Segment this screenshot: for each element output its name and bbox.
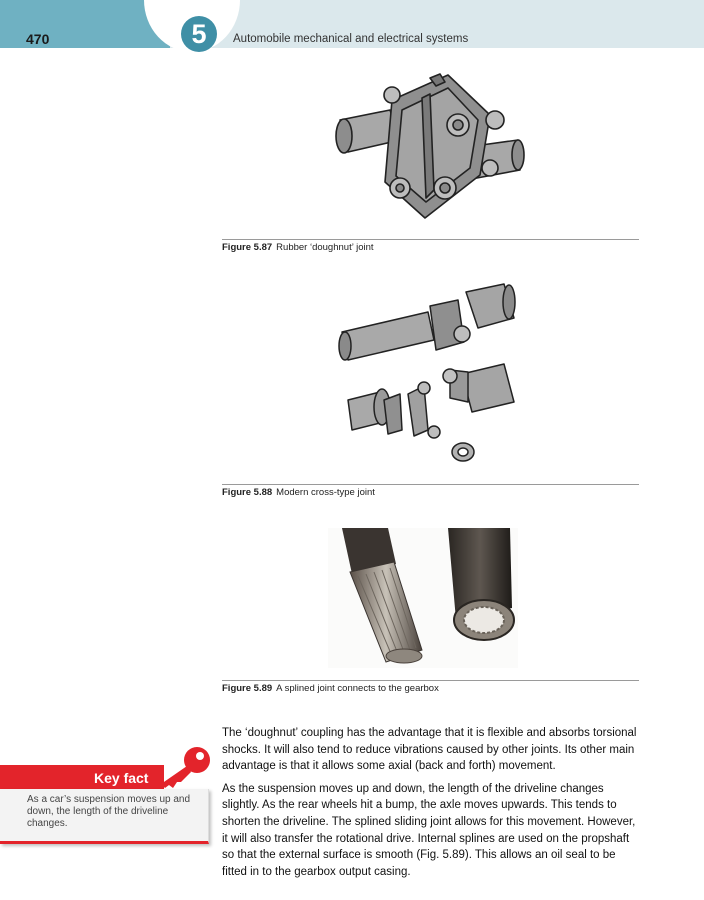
- running-title: Automobile mechanical and electrical systems: [233, 33, 469, 45]
- figure-number: Figure 5.88: [222, 487, 273, 498]
- caption-rule: [222, 484, 639, 485]
- key-fact-title: Key fact: [94, 770, 149, 786]
- page-number: 470: [26, 31, 50, 47]
- figure-caption: [222, 487, 375, 498]
- figure-caption-text: Rubber ‘doughnut’ joint: [276, 242, 374, 253]
- doughnut-joint-illustration: [330, 70, 525, 230]
- body-text: [222, 725, 640, 886]
- chapter-badge: 5: [181, 16, 217, 52]
- figure-caption-text: A splined joint connects to the gearbox: [276, 683, 439, 694]
- caption-rule: [222, 239, 639, 240]
- figure-number: Figure 5.87: [222, 242, 273, 253]
- key-fact-text: As a car’s suspension moves up and down, the length of the driveline changes.: [27, 794, 191, 829]
- figure-caption: [222, 683, 439, 694]
- paragraph: As the suspension moves up and down, the length of the driveline changes slightly. As the rear wheels hit a bump, the axle moves upwards. This tends to shorten the driveline. The splined sliding joint allows for this movement. However, it will also transfer the rotational drive. Internal splines are used on the propshaft so that the external surface is smooth (Fig. 5.89). This allows an oil seal to be fitted in to the gearbox output casing.: [222, 782, 636, 878]
- splined-joint-photo: [328, 528, 518, 668]
- figure-number: Figure 5.89: [222, 683, 273, 694]
- figure-caption: [222, 242, 374, 253]
- key-icon: [157, 744, 213, 790]
- cross-type-joint-illustration: [338, 282, 520, 468]
- paragraph: The ‘doughnut’ coupling has the advantage that it is flexible and absorbs torsional shocks. It will also tend to reduce vibrations caused by other joints. Its other main advantage is that it allows some axial (back and forth) movement.: [222, 727, 637, 773]
- figure-caption-text: Modern cross-type joint: [276, 487, 375, 498]
- caption-rule: [222, 680, 639, 681]
